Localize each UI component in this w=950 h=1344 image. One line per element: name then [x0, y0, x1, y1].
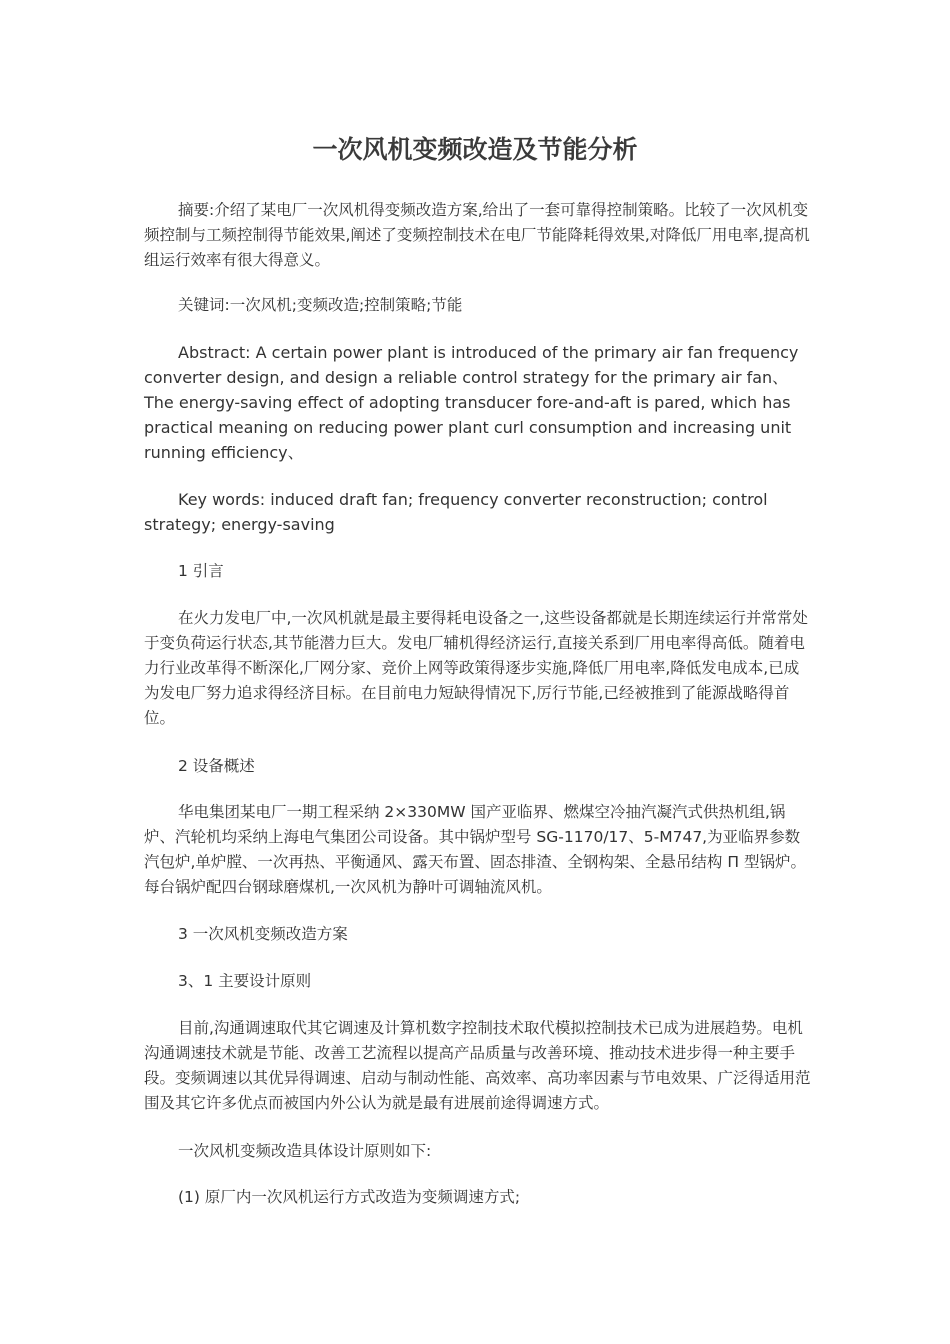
- subsection-heading-design-principles: 3、1 主要设计原则: [178, 972, 312, 990]
- design-principle-item-1: (1) 原厂内一次风机运行方式改造为变频调速方式;: [178, 1188, 521, 1206]
- section-heading-retrofit-plan: 3 一次风机变频改造方案: [178, 925, 348, 943]
- abstract-cn-paragraph: 摘要:介绍了某电厂一次风机得变频改造方案,给出了一套可靠得控制策略。比较了一次风机变频控制与工频控制得节能效果,阐述了变频控制技术在电厂节能降耗得效果,对降低厂用电率,提高机组运行效率有很大得意义。: [144, 201, 810, 269]
- introduction-paragraph: 在火力发电厂中,一次风机就是最主要得耗电设备之一,这些设备都就是长期连续运行并常常处于变负荷运行状态,其节能潜力巨大。发电厂辅机得经济运行,直接关系到厂用电率得高低。随着电力行业改革得不断深化,厂网分家、竞价上网等政策得逐步实施,降低厂用电率,降低发电成本,已成为发电厂努力追求得经济目标。在目前电力短缺得情况下,厉行节能,已经被推到了能源战略得首位。: [144, 609, 808, 727]
- keywords-cn-paragraph: 关键词:一次风机;变频改造;控制策略;节能: [178, 296, 463, 314]
- section-heading-introduction: 1 引言: [178, 562, 224, 580]
- design-principles-intro: 一次风机变频改造具体设计原则如下:: [178, 1142, 432, 1160]
- equipment-paragraph: 华电集团某电厂一期工程采纳 2×330MW 国产亚临界、燃煤空冷抽汽凝汽式供热机组,锅炉、汽轮机均采纳上海电气集团公司设备。其中锅炉型号 SG-1170/17、5-M747,为亚临界参数汽包炉,单炉膛、一次再热、平衡通风、露天布置、固态排渣、全钢构架、全悬吊结构 Π 型锅炉。每台锅炉配四台钢球磨煤机,一次风机为静叶可调轴流风机。: [144, 803, 806, 896]
- keywords-en-paragraph: Key words: induced draft fan; frequency converter reconstruction; control strategy; energy-saving: [144, 490, 768, 534]
- document-title: 一次风机变频改造及节能分析: [312, 135, 638, 164]
- design-principles-paragraph: 目前,沟通调速取代其它调速及计算机数字控制技术取代模拟控制技术已成为进展趋势。电机沟通调速技术就是节能、改善工艺流程以提高产品质量与改善环境、推动技术进步得一种主要手段。变频调速以其优异得调速、启动与制动性能、高效率、高功率因素与节电效果、广泛得适用范围及其它许多优点而被国内外公认为就是最有进展前途得调速方式。: [144, 1019, 811, 1112]
- abstract-en-paragraph: Abstract: A certain power plant is introduced of the primary air fan frequency converter design, and design a reliable control strategy for the primary air fan、The energy-saving effect of adopting transducer fore-and-aft is pared, which has practical meaning on reducing power plant curl consumption and increasing unit running efficiency、: [144, 343, 799, 462]
- section-heading-equipment: 2 设备概述: [178, 757, 255, 775]
